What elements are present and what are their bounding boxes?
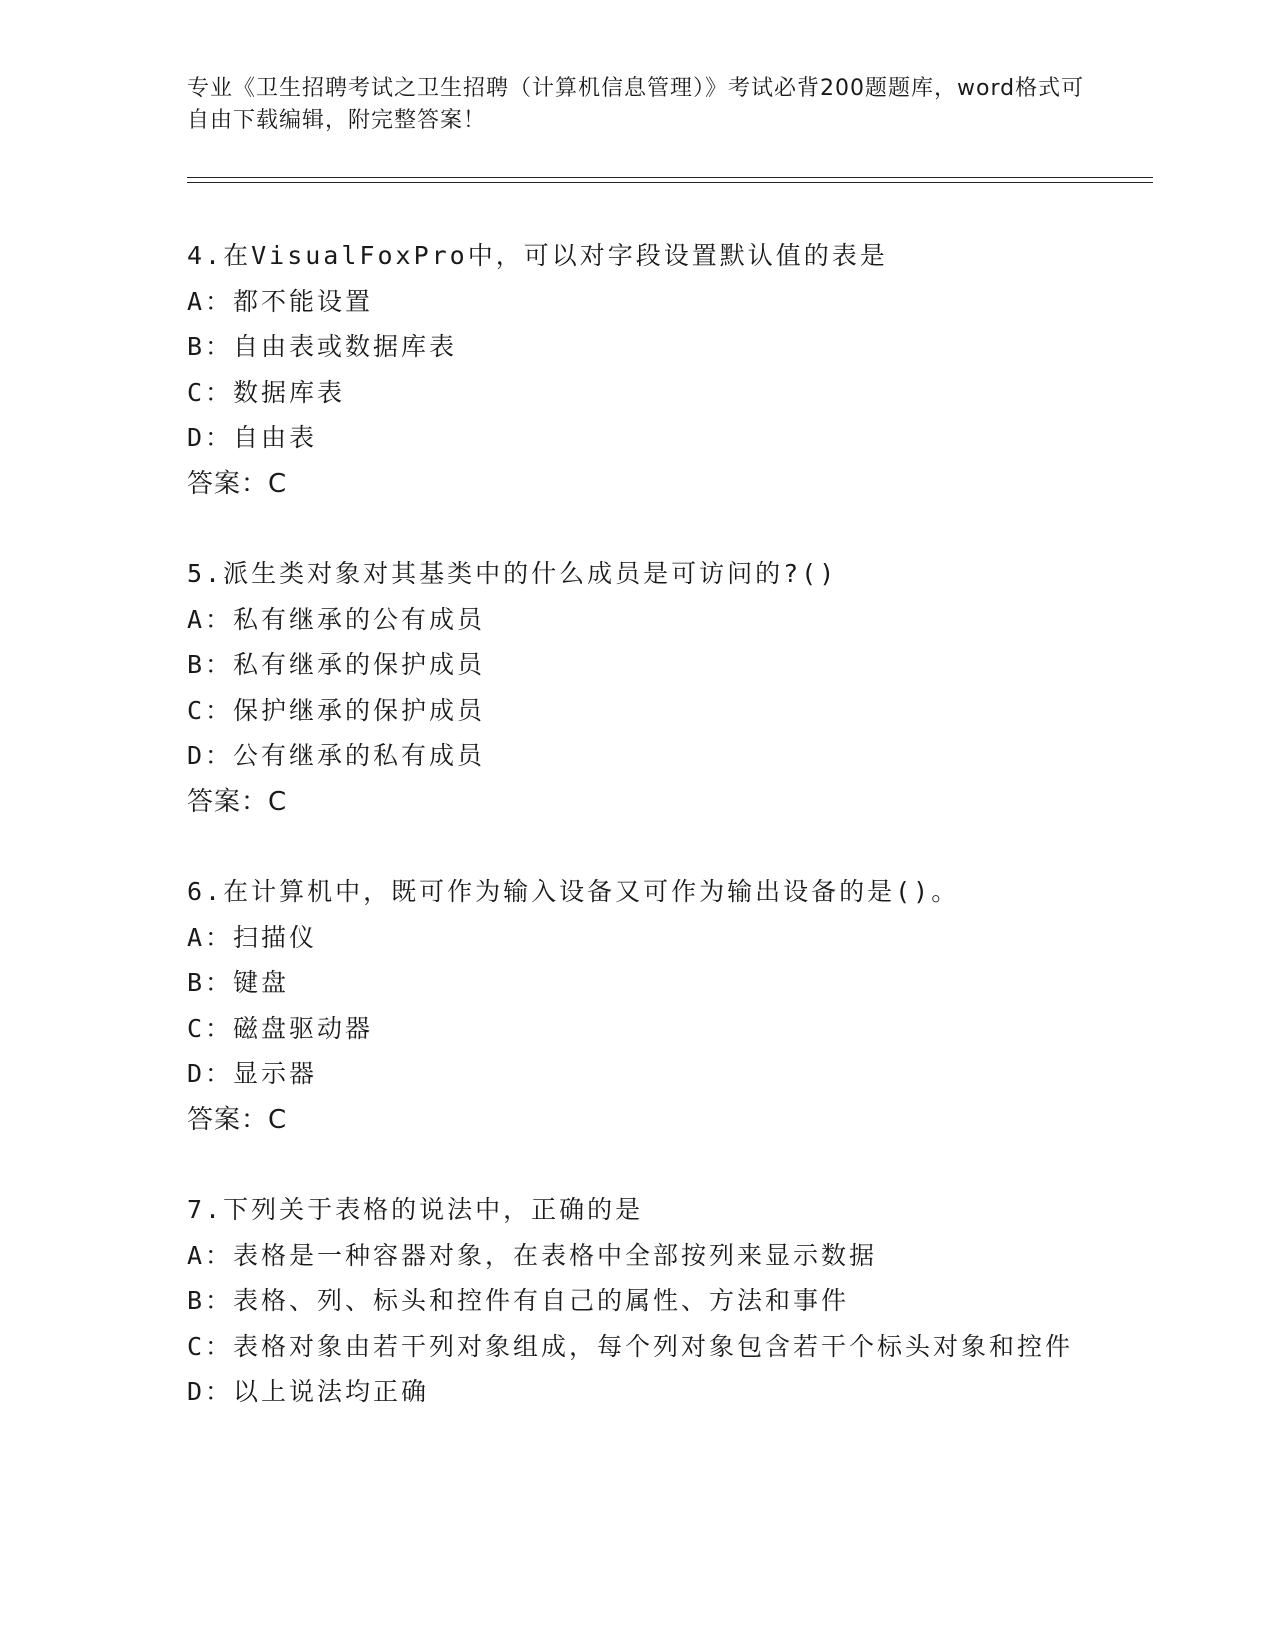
option-d: D：公有继承的私有成员: [187, 741, 486, 770]
option-a: A：扫描仪: [187, 922, 318, 952]
header-rule-top: [187, 177, 1153, 178]
option-b: B：键盘: [187, 968, 290, 997]
option-a: A：表格是一种容器对象，在表格中全部按列来显示数据: [187, 1240, 878, 1270]
answer-text: 答案：C: [187, 468, 288, 499]
option-b: B：自由表或数据库表: [187, 332, 458, 361]
question-stem: 6.在计算机中，既可作为输入设备又可作为输出设备的是()。: [187, 877, 960, 906]
option-b: B：私有继承的保护成员: [187, 650, 486, 679]
option-c: C：磁盘驱动器: [187, 1013, 374, 1043]
option-c: C：保护继承的保护成员: [187, 695, 486, 725]
question-5: [187, 551, 1087, 825]
question-6: [187, 869, 1087, 1143]
question-4: [187, 233, 1087, 507]
option-d: D：以上说法均正确: [187, 1377, 430, 1406]
option-c: C：表格对象由若干列对象组成，每个列对象包含若干个标头对象和控件: [187, 1331, 1074, 1361]
option-d: D：自由表: [187, 423, 318, 452]
question-7: [187, 1187, 1087, 1415]
option-b: B：表格、列、标头和控件有自己的属性、方法和事件: [187, 1286, 850, 1315]
answer-text: 答案：C: [187, 786, 288, 817]
answer-text: 答案：C: [187, 1104, 288, 1135]
option-c: C：数据库表: [187, 377, 346, 407]
document-header: 专业《卫生招聘考试之卫生招聘（计算机信息管理）》考试必背200题题库，word格式可自由下载编辑，附完整答案！: [187, 76, 1085, 133]
question-stem: 4.在VisualFoxPro中，可以对字段设置默认值的表是: [187, 241, 888, 270]
header-rule-bottom: [187, 182, 1153, 183]
question-stem: 5.派生类对象对其基类中的什么成员是可访问的?(): [187, 559, 838, 588]
option-a: A：私有继承的公有成员: [187, 604, 486, 634]
option-a: A：都不能设置: [187, 286, 374, 316]
option-d: D：显示器: [187, 1059, 318, 1088]
question-stem: 7.下列关于表格的说法中，正确的是: [187, 1195, 644, 1224]
